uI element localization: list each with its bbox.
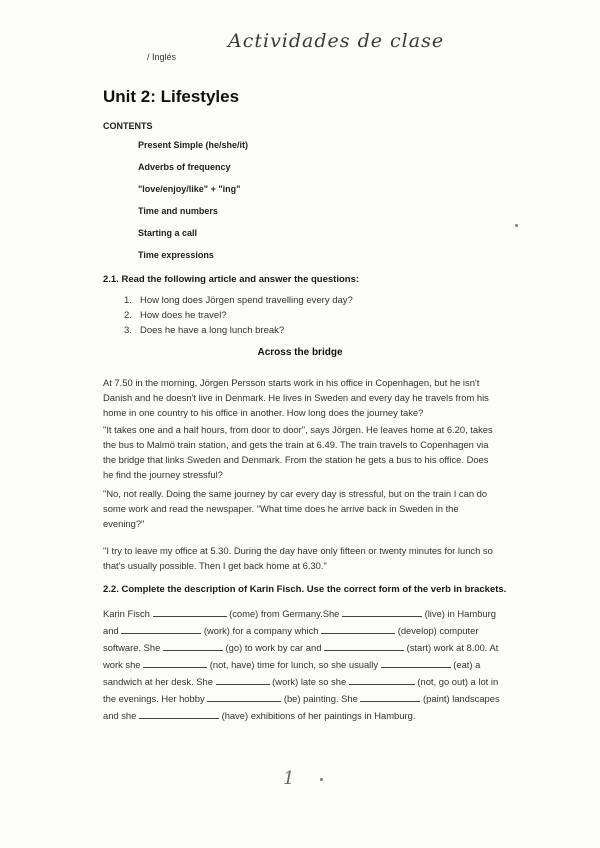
article-paragraph: "It takes one and a half hours, from door to door", says Jörgen. He leaves home at 6.20, takes the bus to Malmö train station, and gets the train at 6.49. The train travels to Copenhagen via the bridge that links Sweden and Denmark. From the station he gets a bus to his office. Does he find the journey stressful? — [103, 424, 493, 480]
fill-text: (develop) computer software. She — [103, 625, 479, 653]
question-list — [124, 295, 353, 340]
exercise-1-heading: 2.1. Read the following article and answer the questions: — [103, 274, 360, 285]
question-number: 2. — [124, 310, 132, 321]
unit-title: Unit 2: Lifestyles — [103, 87, 240, 106]
article-paragraph: "I try to leave my office at 5.30. During the day have only fifteen or twenty minutes for lunch so that's usually possible. Then I get back home at 6.30." — [103, 545, 493, 571]
fill-text: (have) exhibitions of her paintings in Hamburg. — [218, 710, 416, 721]
fill-text: (eat) a sandwich at her desk. She — [103, 659, 481, 687]
answer-blank[interactable] — [153, 607, 227, 617]
scan-speck — [320, 778, 323, 781]
fill-in-paragraph — [103, 605, 503, 724]
contents-item: Time and numbers — [138, 206, 218, 216]
fill-text: (not, have) time for lunch, so she usually — [207, 659, 381, 670]
fill-text: (go) to work by car and — [222, 642, 325, 653]
contents-item: Present Simple (he/she/it) — [138, 140, 249, 150]
answer-blank[interactable] — [216, 675, 270, 685]
handwritten-title: Actividades de clase — [228, 30, 445, 52]
question-item — [124, 310, 353, 325]
question-item — [124, 325, 353, 340]
contents-item: "love/enjoy/like" + "ing" — [138, 184, 241, 194]
fill-text: (be) painting. She — [281, 693, 361, 704]
answer-blank[interactable] — [139, 709, 219, 719]
question-item — [124, 295, 353, 310]
contents-label: CONTENTS — [103, 121, 153, 131]
answer-blank[interactable] — [143, 658, 207, 668]
fill-text: (live) in Hamburg and — [103, 608, 496, 636]
article-title: Across the bridge — [257, 347, 343, 358]
answer-blank[interactable] — [207, 692, 281, 702]
contents-item: Time expressions — [138, 250, 214, 260]
fill-text: Karin Fisch — [103, 608, 153, 619]
question-number: 1. — [124, 295, 132, 306]
answer-blank[interactable] — [163, 641, 223, 651]
contents-item: Starting a call — [138, 228, 198, 238]
answer-blank[interactable] — [360, 692, 420, 702]
answer-blank[interactable] — [321, 624, 395, 634]
fill-text: (work) late so she — [269, 676, 349, 687]
fill-text: (not, go out) a lot in the evenings. Her hobby — [103, 676, 499, 704]
fill-text: (work) for a company which — [201, 625, 322, 636]
article-paragraph: "No, not really. Doing the same journey by car every day is stressful, but on the train I can do some work and read the newspaper. "What time does he arrive back in Sweden in the evening?" — [103, 488, 488, 529]
answer-blank[interactable] — [342, 607, 422, 617]
contents-item: Adverbs of frequency — [138, 162, 231, 172]
question-number: 3. — [124, 325, 132, 336]
subject-label: / Inglés — [147, 52, 177, 62]
answer-blank[interactable] — [121, 624, 201, 634]
answer-blank[interactable] — [349, 675, 415, 685]
answer-blank[interactable] — [381, 658, 451, 668]
question-text: How does he travel? — [140, 310, 227, 321]
exercise-2-heading: 2.2. Complete the description of Karin Fisch. Use the correct form of the verb in brackets. — [103, 584, 507, 595]
scan-speck — [515, 224, 518, 227]
page-number: 1 — [283, 768, 295, 789]
fill-text: (come) from Germany.She — [226, 608, 342, 619]
question-text: How long does Jörgen spend travelling every day? — [140, 295, 353, 306]
article-paragraph: At 7.50 in the morning, Jörgen Persson starts work in his office in Copenhagen, but he isn't Danish and he doesn't live in Denmark. He lives in Sweden and every day he travels from his home in one country to his office in another. How long does the journey take? — [103, 377, 489, 418]
fill-text: (start) work at 8.00. At work she — [103, 642, 499, 670]
question-text: Does he have a long lunch break? — [140, 325, 285, 336]
fill-text: (paint) landscapes and she — [103, 693, 500, 721]
answer-blank[interactable] — [324, 641, 404, 651]
contents-list — [138, 140, 248, 272]
